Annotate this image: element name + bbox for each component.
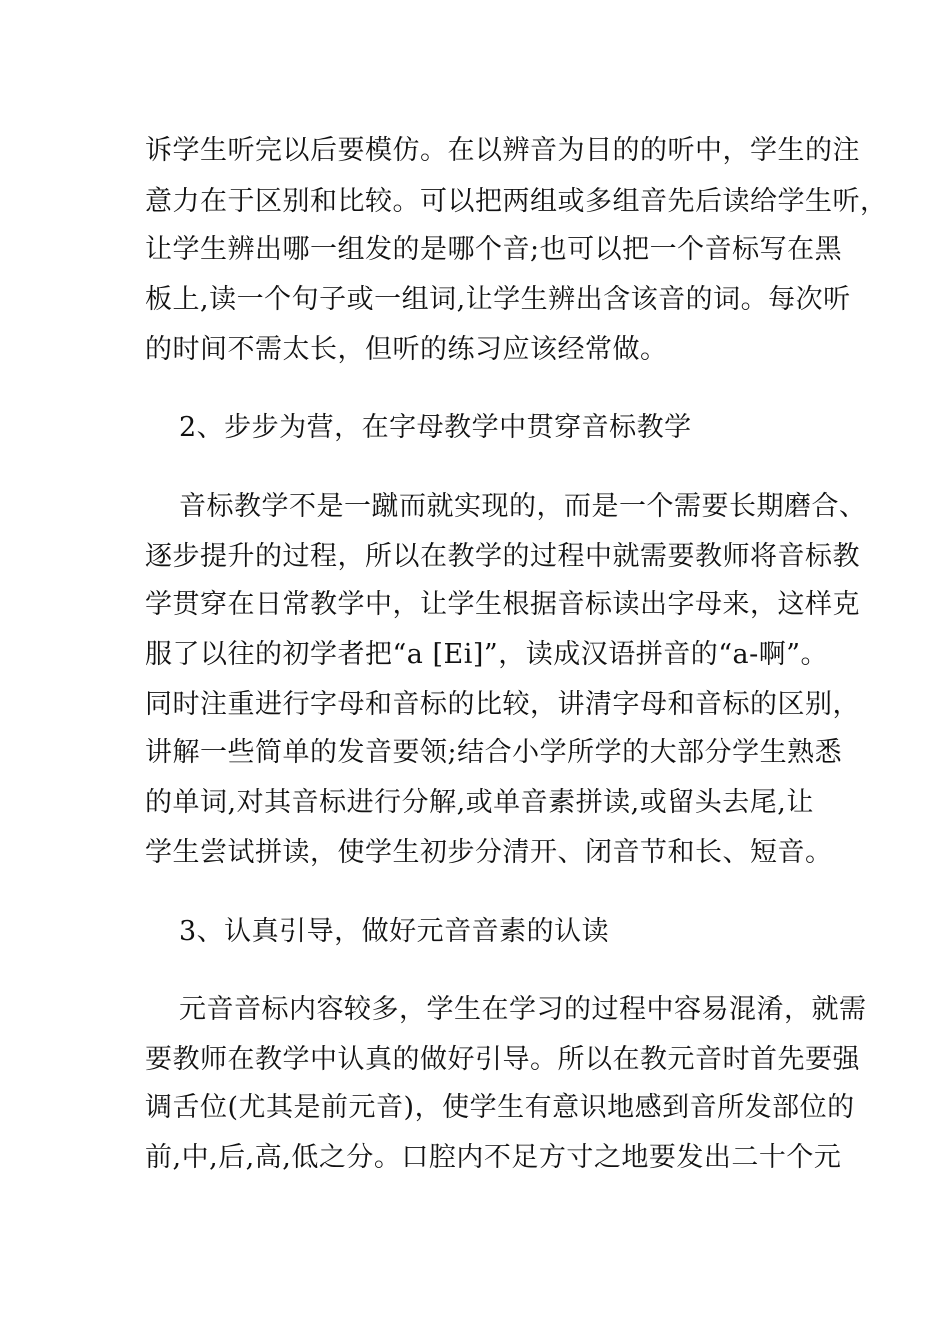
text-line-9: 学贯穿在日常教学中，让学生根据音标读出字母来，这样克 (145, 589, 860, 620)
text-line-4: 板上,读一个句子或一组词,让学生辨出含该音的词。每次听 (145, 284, 851, 315)
text-line-2: 意力在于区别和比较。可以把两组或多组音先后读给学生听， (145, 186, 888, 217)
text-line-3: 让学生辨出哪一组发的是哪个音;也可以把一个音标写在黑 (145, 234, 843, 265)
text-line-12: 讲解一些简单的发音要领;结合小学所学的大部分学生熟悉 (145, 737, 843, 768)
text-line-8: 逐步提升的过程，所以在教学的过程中就需要教师将音标教 (145, 541, 860, 572)
section-heading-2: 2、步步为营，在字母教学中贯穿音标教学 (179, 412, 692, 443)
text-line-17: 要教师在教学中认真的做好引导。所以在教元音时首先要强 (145, 1044, 860, 1075)
section-heading-3: 3、认真引导，做好元音音素的认读 (179, 916, 610, 947)
text-line-13: 的单词,对其音标进行分解,或单音素拼读,或留头去尾,让 (145, 787, 814, 818)
text-line-5: 的时间不需太长，但听的练习应该经常做。 (145, 334, 668, 365)
text-line-1: 诉学生听完以后要模仿。在以辨音为目的的听中，学生的注 (145, 135, 860, 166)
text-line-16: 元音音标内容较多，学生在学习的过程中容易混淆，就需 (179, 994, 867, 1025)
text-line-11: 同时注重进行字母和音标的比较，讲清字母和音标的区别， (145, 689, 860, 720)
text-line-14: 学生尝试拼读，使学生初步分清开、闭音节和长、短音。 (145, 837, 833, 868)
text-line-7: 音标教学不是一蹴而就实现的，而是一个需要长期磨合、 (179, 491, 867, 522)
text-line-19: 前,中,后,高,低之分。口腔内不足方寸之地要发出二十个元 (145, 1142, 842, 1173)
text-line-18: 调舌位(尤其是前元音)，使学生有意识地感到音所发部位的 (145, 1092, 855, 1123)
text-line-10: 服了以往的初学者把“a [Ei]”，读成汉语拼音的“a-啊”。 (145, 639, 829, 670)
